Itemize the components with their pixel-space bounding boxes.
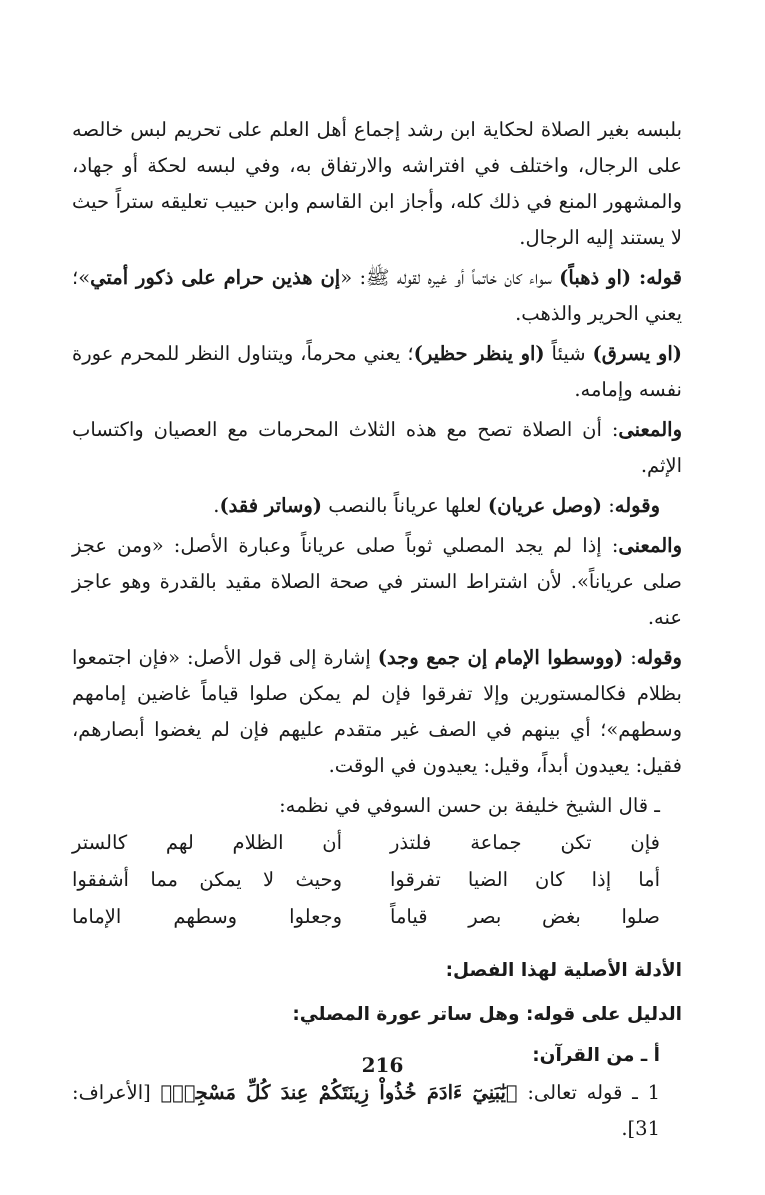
page-number: 216 [361, 1053, 404, 1077]
paragraph-text: شيئاً [544, 342, 593, 365]
paragraph-text: : [623, 646, 637, 669]
paragraph-text: سواء كان خاتماً أو غيره لقوله ﷺ: « [340, 266, 560, 289]
poem-verse [72, 861, 682, 898]
body-paragraph [72, 260, 682, 332]
body-paragraph [72, 112, 682, 256]
poem-verse [72, 824, 682, 861]
poem-second-hemistich: أن الظلام لهم كالستر [72, 830, 342, 854]
paragraph-text: بلبسه بغير الصلاة لحكاية ابن رشد إجماع أهل العلم على تحريم لبس خالصه على الرجال، واختلف في افتراشه والارتفاق به، وفي لبسه لحكة أو جهاد، والمشهور المنع في ذلك كله، وأجاز ابن القاسم وابن حبيب تعليقه ستراً حيث لا يستند إليه الرجال. [72, 118, 682, 249]
quran-subheading: أ ـ من القرآن: [532, 1045, 660, 1066]
body-paragraph [72, 336, 682, 408]
bold-term: (ووسطوا الإمام إن جمع وجد) [377, 646, 624, 669]
poem-verse [72, 898, 682, 935]
paragraph-text: »؛ يعني الحرير والذهب. [72, 266, 682, 325]
paragraphs [72, 112, 682, 784]
item-prefix: 1 ـ قوله تعالى: [517, 1081, 660, 1104]
body-paragraph [72, 640, 682, 784]
paragraph-text: : [602, 494, 615, 517]
body-paragraph [72, 488, 682, 524]
bold-term: قوله: [631, 266, 683, 289]
paragraph-text: ؛ يعني محرماً، ويتناول النظر للمحرم عورة نفسه وإمامه. [72, 342, 682, 401]
paragraph-text: : إذا لم يجد المصلي ثوباً صلى عرياناً وعبارة الأصل: «ومن عجز صلى عرياناً». لأن اشتراط الستر في صحة الصلاة مقيد بالقدرة وهو عاجز عنه. [72, 534, 682, 629]
poem-first-hemistich: صلوا بغض بصر قياماً [390, 904, 660, 928]
page-content [72, 112, 682, 1151]
evidence-heading: الدليل على قوله: وهل ساتر عورة المصلي: [292, 1004, 682, 1025]
bold-term: (او ينظر حظير) [413, 342, 545, 365]
bold-term: والمعنى [618, 418, 682, 441]
quran-evidence-item [72, 1075, 682, 1147]
poem [72, 824, 682, 935]
quran-verse: ﴿يَٰبَنِيٓ ءَادَمَ خُذُواْ زِينَتَكُمْ عِندَ كُلِّ مَسْجِدٖ﴾ [160, 1081, 518, 1104]
body-paragraph [72, 528, 682, 636]
poem-first-hemistich: أما إذا كان الضيا تفرقوا [390, 867, 660, 891]
bold-term: (وساتر فقد) [219, 494, 322, 517]
verse-reference: [الأعراف: 31]. [72, 1081, 660, 1140]
poem-first-hemistich: فإن تكن جماعة فلتذر [390, 830, 660, 854]
paragraph-text: لعلها عرياناً بالنصب [322, 494, 488, 517]
section-heading: الأدلة الأصلية لهذا الفصل: [445, 960, 682, 981]
bold-term: (وصل عريان) [487, 494, 602, 517]
bold-term: والمعنى [618, 534, 682, 557]
poem-second-hemistich: وحيث لا يمكن مما أشفقوا [72, 867, 342, 891]
body-paragraph [72, 412, 682, 484]
bold-term: إن هذين حرام على ذكور أمتي [90, 266, 341, 289]
bold-term: (او يسرق) [592, 342, 682, 365]
bold-term: وقوله [636, 646, 682, 669]
poem-second-hemistich: وجعلوا وسطهم الإماما [72, 904, 342, 928]
paragraph-text: . [213, 494, 220, 517]
bold-term: وقوله [614, 494, 660, 517]
bold-term: (او ذهباً) [559, 266, 632, 289]
paragraph-text: : أن الصلاة تصح مع هذه الثلاث المحرمات مع العصيان واكتساب الإثم. [72, 418, 682, 477]
poem-intro: ـ قال الشيخ خليفة بن حسن السوفي في نظمه: [279, 794, 660, 817]
paragraph-text: إشارة إلى قول الأصل: «فإن اجتمعوا بظلام فكالمستورين وإلا تفرقوا فإن لم يمكن صلوا قياماً غاضين إمامهم وسطهم»؛ أي بينهم في الصف غير متقدم عليهم فإن لم يغضوا أبصارهم، فقيل: يعيدون أبداً، وقيل: يعيدون في الوقت. [72, 646, 682, 777]
